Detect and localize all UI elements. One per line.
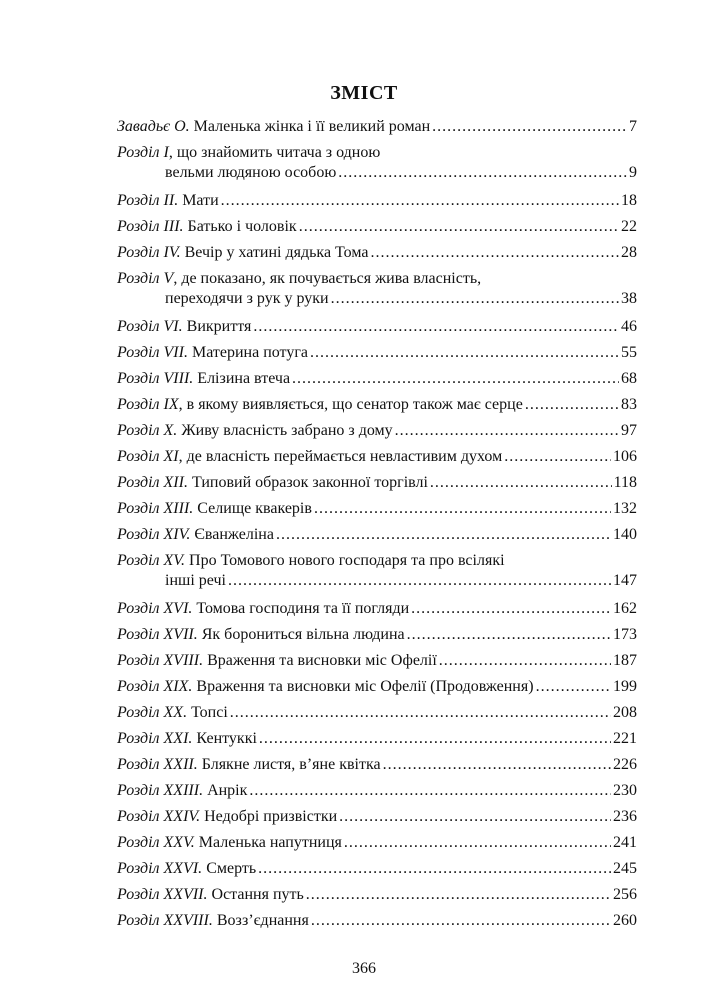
chapter-page-number: 230: [613, 782, 637, 799]
chapter-label: Розділ XXI.: [117, 730, 193, 747]
chapter-title: , де показано, як почувається жива власність,: [173, 270, 482, 287]
chapter-title: Анрік: [203, 782, 248, 799]
chapter-label: Розділ XXVIII.: [117, 912, 213, 929]
chapter-title: Живу власність забрано з дому: [177, 422, 393, 439]
chapter-page-number: 55: [621, 344, 637, 361]
leader-dots: [259, 729, 611, 749]
toc-entry-line: [117, 269, 637, 289]
toc-entry-line: [117, 859, 637, 879]
chapter-label: Розділ XVIII.: [117, 652, 204, 669]
chapter-page-number: 208: [613, 704, 637, 721]
toc-entry: [117, 885, 637, 905]
chapter-label: Розділ І: [117, 144, 169, 161]
toc-entry-line: [117, 807, 637, 827]
toc-entry: [117, 343, 637, 363]
chapter-page-number: 140: [613, 526, 637, 543]
leader-dots: [525, 395, 619, 415]
leader-dots: [292, 369, 619, 389]
chapter-page-number: 83: [621, 396, 637, 413]
chapter-title: Мати: [178, 192, 219, 209]
toc-entry-line: [117, 599, 637, 619]
toc-entry-line: [117, 625, 637, 645]
chapter-title: Маленька жінка і її великий роман: [189, 118, 431, 135]
toc-entry-line: [117, 473, 637, 493]
toc-entry-line: [117, 651, 637, 671]
toc-entry: [117, 807, 637, 827]
toc-entry: [117, 117, 637, 137]
toc-entry: [117, 859, 637, 879]
toc-entry: [117, 651, 637, 671]
chapter-title: вельми людяною особою: [165, 164, 337, 181]
toc-entry: [117, 911, 637, 931]
toc-entry: [117, 729, 637, 749]
toc-entry: [117, 525, 637, 545]
chapter-label: Розділ VIII.: [117, 370, 194, 387]
chapter-label: Розділ XXV.: [117, 834, 195, 851]
leader-dots: [314, 499, 611, 519]
chapter-page-number: 7: [629, 118, 637, 135]
toc-entry: [117, 625, 637, 645]
chapter-title: Возз’єднання: [212, 912, 309, 929]
toc-entry: [117, 191, 637, 211]
chapter-label: Розділ XII.: [117, 474, 188, 491]
toc-entry-line: [117, 217, 637, 237]
leader-dots: [306, 885, 611, 905]
chapter-page-number: 132: [613, 500, 637, 517]
toc-entry-line: [117, 243, 637, 263]
chapter-label: Розділ XIX.: [117, 678, 193, 695]
leader-dots: [299, 217, 619, 237]
leader-dots: [504, 447, 611, 467]
leader-dots: [370, 243, 619, 263]
toc-entry: [117, 677, 637, 697]
toc-entry-line: [117, 343, 637, 363]
toc-entry-line: [117, 885, 637, 905]
chapter-label: Розділ V: [117, 270, 174, 287]
chapter-page-number: 97: [621, 422, 637, 439]
leader-dots: [383, 755, 611, 775]
leader-dots: [338, 163, 627, 183]
leader-dots: [407, 625, 611, 645]
chapter-page-number: 18: [621, 192, 637, 209]
toc-entry-line: [117, 369, 637, 389]
toc-entry: [117, 317, 637, 337]
chapter-title: Кентуккі: [192, 730, 257, 747]
chapter-title: Типовий образок законної торгівлі: [187, 474, 428, 491]
chapter-page-number: 162: [613, 600, 637, 617]
chapter-page-number: 256: [613, 886, 637, 903]
chapter-page-number: 28: [621, 244, 637, 261]
toc-entry-line: [117, 551, 637, 571]
chapter-title: переходячи з рук у руки: [165, 290, 329, 307]
leader-dots: [395, 421, 619, 441]
toc-entry: [117, 395, 637, 415]
chapter-label: Розділ X.: [117, 422, 178, 439]
toc-entry-line: [117, 499, 637, 519]
chapter-title: Єванжеліна: [190, 526, 274, 543]
toc-entry-line: [117, 421, 637, 441]
toc-entry-line: [117, 117, 637, 137]
chapter-page-number: 147: [613, 572, 637, 589]
chapter-title: Викриття: [182, 318, 252, 335]
chapter-label: Розділ ІІ.: [117, 192, 179, 209]
chapter-page-number: 118: [613, 474, 637, 491]
leader-dots: [310, 343, 619, 363]
chapter-label: Розділ IV.: [117, 244, 181, 261]
leader-dots: [439, 651, 611, 671]
toc-entry-continuation: [117, 571, 637, 591]
page-number: 366: [352, 960, 376, 977]
chapter-title: Топсі: [187, 704, 228, 721]
chapter-title: Блякне листя, в’яне квітка: [197, 756, 381, 773]
chapter-page-number: 187: [613, 652, 637, 669]
toc-entry-line: [117, 447, 637, 467]
leader-dots: [344, 833, 611, 853]
toc-entry-line: [117, 755, 637, 775]
leader-dots: [249, 781, 611, 801]
toc-entry-line: [117, 911, 637, 931]
chapter-title: Материна потуга: [187, 344, 308, 361]
chapter-label: Розділ XXIV.: [117, 808, 201, 825]
chapter-page-number: 221: [613, 730, 637, 747]
toc-entry-line: [117, 703, 637, 723]
chapter-page-number: 241: [613, 834, 637, 851]
chapter-title: Недобрі призвістки: [200, 808, 338, 825]
leader-dots: [230, 703, 611, 723]
leader-dots: [253, 317, 619, 337]
toc-entry: [117, 703, 637, 723]
toc-entry-continuation: [117, 163, 637, 183]
leader-dots: [221, 191, 619, 211]
chapter-title: Враження та висновки міс Офелії: [203, 652, 437, 669]
toc-entry-line: [117, 525, 637, 545]
toc-entry: [117, 833, 637, 853]
chapter-title: Вечір у хатині дядька Тома: [180, 244, 369, 261]
leader-dots: [430, 473, 612, 493]
chapter-title: Елізина втеча: [193, 370, 291, 387]
toc-entry: [117, 499, 637, 519]
chapter-page-number: 260: [613, 912, 637, 929]
chapter-page-number: 245: [613, 860, 637, 877]
leader-dots: [311, 911, 611, 931]
leader-dots: [276, 525, 611, 545]
leader-dots: [331, 289, 619, 309]
toc-entry: [117, 243, 637, 263]
chapter-title: Враження та висновки міс Офелії (Продовження): [192, 678, 534, 695]
toc-entry: [117, 369, 637, 389]
leader-dots: [339, 807, 611, 827]
chapter-page-number: 46: [621, 318, 637, 335]
chapter-title: Смерть: [202, 860, 257, 877]
chapter-label: Розділ XXIII.: [117, 782, 204, 799]
chapter-title: інші речі: [165, 572, 226, 589]
leader-dots: [432, 117, 627, 137]
chapter-label: Завадьє О.: [117, 118, 190, 135]
chapter-page-number: 9: [629, 164, 637, 181]
chapter-title: Маленька напутниця: [194, 834, 342, 851]
toc-entry: [117, 755, 637, 775]
toc-entry-line: [117, 781, 637, 801]
chapter-title: Батько і чоловік: [183, 218, 297, 235]
chapter-page-number: 68: [621, 370, 637, 387]
chapter-page-number: 236: [613, 808, 637, 825]
toc-entry: [117, 217, 637, 237]
leader-dots: [258, 859, 611, 879]
toc-entry-line: [117, 191, 637, 211]
chapter-label: Розділ XXVI.: [117, 860, 203, 877]
toc-entry: [117, 551, 637, 591]
toc-entry: [117, 421, 637, 441]
chapter-label: Розділ ІІІ.: [117, 218, 184, 235]
leader-dots: [228, 571, 611, 591]
chapter-title: Як боронитьcя вільна людина: [197, 626, 405, 643]
toc-entry-line: [117, 833, 637, 853]
toc-entry: [117, 599, 637, 619]
chapter-page-number: 22: [621, 218, 637, 235]
toc-entry: [117, 781, 637, 801]
leader-dots: [411, 599, 611, 619]
chapter-page-number: 106: [613, 448, 637, 465]
chapter-title: Про Томового нового господаря та про всілякі: [185, 552, 505, 569]
chapter-page-number: 199: [613, 678, 637, 695]
chapter-label: Розділ XI: [117, 448, 179, 465]
chapter-label: Розділ XXII.: [117, 756, 198, 773]
chapter-label: Розділ XV.: [117, 552, 186, 569]
chapter-title: , в якому виявляється, що сенатор також має серце: [178, 396, 523, 413]
chapter-label: Розділ XIII.: [117, 500, 194, 517]
toc-entry-line: [117, 143, 637, 163]
chapter-label: Розділ XVI.: [117, 600, 193, 617]
chapter-label: Розділ VII.: [117, 344, 188, 361]
chapter-title: , де власність переймається невластивим духом: [178, 448, 503, 465]
chapter-label: Розділ VI.: [117, 318, 183, 335]
toc-entry-line: [117, 729, 637, 749]
chapter-label: Розділ XIV.: [117, 526, 191, 543]
toc-entry-line: [117, 395, 637, 415]
chapter-page-number: 226: [613, 756, 637, 773]
chapter-title: Остання путь: [207, 886, 304, 903]
chapter-page-number: 173: [613, 626, 637, 643]
chapter-title: , що знайомить читача з одною: [168, 144, 381, 161]
chapter-label: Розділ XX.: [117, 704, 188, 721]
toc-entry-continuation: [117, 289, 637, 309]
toc-entry-line: [117, 677, 637, 697]
toc-entry-line: [117, 317, 637, 337]
leader-dots: [536, 677, 611, 697]
toc-entry: [117, 143, 637, 183]
chapter-title: Томова господиня та її погляди: [192, 600, 410, 617]
chapter-title: Селище квакерів: [193, 500, 312, 517]
chapter-label: Розділ XXVII.: [117, 886, 208, 903]
toc-entry: [117, 269, 637, 309]
page-title: ЗМІСТ: [330, 82, 398, 104]
chapter-label: Розділ IX: [117, 396, 179, 413]
chapter-label: Розділ XVII.: [117, 626, 198, 643]
toc-entry: [117, 447, 637, 467]
chapter-page-number: 38: [621, 290, 637, 307]
toc-entry: [117, 473, 637, 493]
